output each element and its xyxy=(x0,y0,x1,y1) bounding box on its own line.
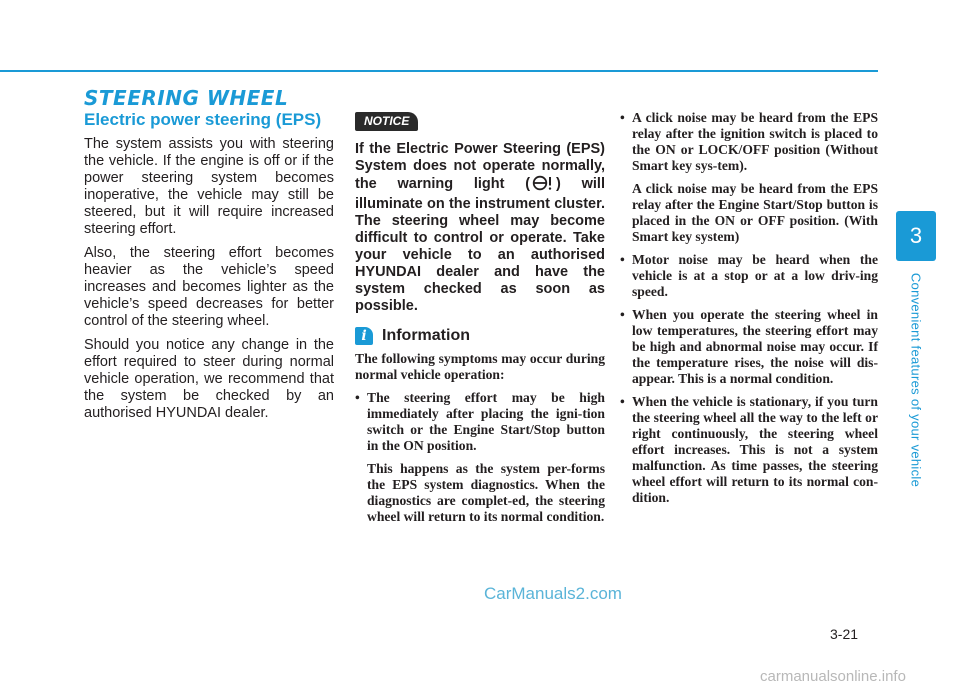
notice-text-after: ) will illuminate on the instrument cluster. The steering wheel may become difficult to control or operate. Take your vehicle to an authorised HYUNDAI dealer and have the system checked as soon as possible. xyxy=(355,176,605,314)
notice-badge: NOTICE xyxy=(355,112,418,131)
watermark-link[interactable]: CarManuals2.com xyxy=(484,584,622,603)
eps-paragraph: Should you notice any change in the effort required to steer during normal vehicle operation, we recommend that the system be checked by an authorised HYUNDAI dealer. xyxy=(84,337,334,421)
bullet-mark: • xyxy=(620,394,625,409)
column-left xyxy=(84,110,334,429)
information-title: Information xyxy=(382,327,470,344)
eps-heading: Electric power steering (EPS) xyxy=(84,110,322,129)
header-rule xyxy=(0,70,878,72)
eps-paragraph: Also, the steering effort becomes heavier as the vehicle’s speed increases and becomes lighter as the vehicle’s speed decreases for better control of the steering wheel. xyxy=(84,245,334,329)
list-item-text: When you operate the steering wheel in low temperatures, the steering effort may be high and abnormal noise may occur. If the temperature rises, the noise will dis-appear. This is a normal condition. xyxy=(632,307,878,386)
eps-paragraph: The system assists you with steering the vehicle. If the engine is off or if the power steering system becomes inoperative, the vehicle may still be steered, but it will require increased steering effort. xyxy=(84,136,334,237)
bullet-mark: • xyxy=(620,110,625,125)
chapter-label: Convenient features of your vehicle xyxy=(908,272,924,488)
information-intro: The following symptoms may occur during normal vehicle operation: xyxy=(355,351,605,382)
list-item-text: A click noise may be heard from the EPS relay after the Engine Start/Stop button is placed in the ON or OFF position. (With Smart key system) xyxy=(632,181,878,244)
list-item xyxy=(620,110,878,245)
page-number: 3-21 xyxy=(830,626,859,642)
watermark-text: carmanualsonline.info xyxy=(760,668,906,685)
column-right xyxy=(620,110,878,513)
list-item-text: Motor noise may be heard when the vehicle is at a stop or at a low driv-ing speed. xyxy=(632,252,878,299)
list-item-text: This happens as the system per-forms the EPS system diagnostics. When the diagnostics are complet-ed, the steering wheel will return to its normal condition. xyxy=(367,461,605,524)
bullet-mark: • xyxy=(620,307,625,322)
list-item-text: A click noise may be heard from the EPS relay after the ignition switch is placed to the ON or LOCK/OFF position (Without Smart key sys-tem). xyxy=(632,110,878,173)
bullet-mark: • xyxy=(355,390,360,405)
chapter-tab: 3 xyxy=(896,211,936,261)
section-title: STEERING WHEEL xyxy=(84,86,289,110)
list-item xyxy=(620,252,878,300)
info-icon: i xyxy=(355,327,373,345)
list-item-text: When the vehicle is stationary, if you turn the steering wheel all the way to the left or right continuously, the steering wheel effort increases. This is not a system malfunction. As time passes, the steering wheel effort will return to its normal con-dition. xyxy=(632,394,878,505)
steering-warning-icon xyxy=(532,175,554,196)
notice-text-before: If the Electric Power Steering (EPS) System does not operate normally, the warning light ( xyxy=(355,141,605,192)
column-middle xyxy=(355,110,605,532)
list-item xyxy=(355,390,605,525)
notice-text xyxy=(355,141,605,315)
bullet-mark: • xyxy=(620,252,625,267)
list-item xyxy=(620,394,878,506)
list-item-text: The steering effort may be high immediately after placing the igni-tion switch or the Engine Start/Stop button in the ON position. xyxy=(367,390,605,453)
information-header xyxy=(355,327,605,345)
list-item xyxy=(620,307,878,387)
